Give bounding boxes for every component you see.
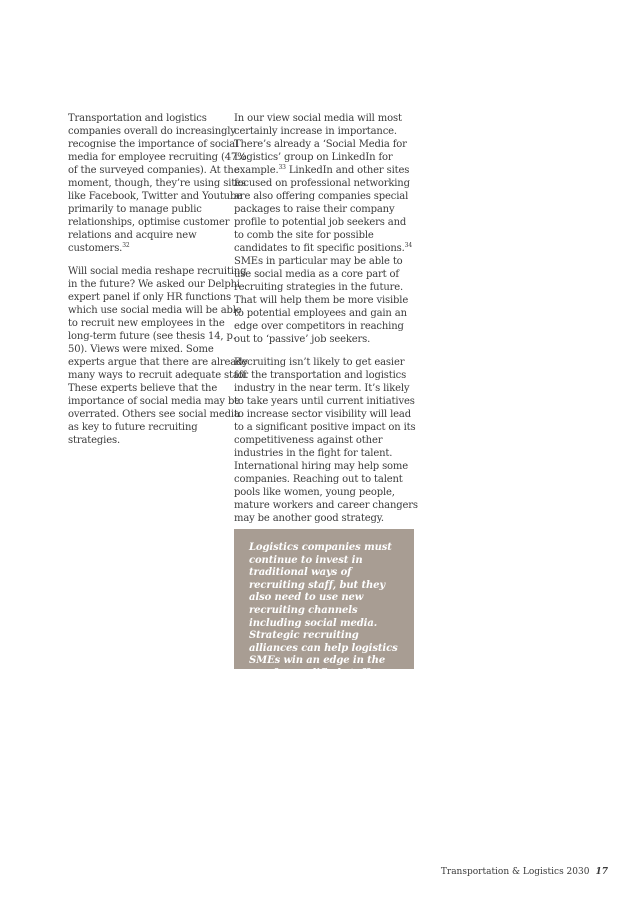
callout-text: Logistics companies must continue to invest in traditional ways of recruiting staff, but they also need to use new recruiting channels including social media. Strategic recruiting alliances can help logistics SMEs win an edge in the war for qualified staff. (249, 542, 398, 679)
right-paragraph-2: Recruiting isn’t likely to get easier for the transportation and logistics industry in the near term. It’s likely to take years until current initiatives to increase sector visibility will lead to a significant positive impact on its competitiveness against other industries in the fight for talent. International hiring may help some companies. Reaching out to talent pools like women, young people, mature workers and career changers may be another good strategy. (234, 357, 418, 524)
page-footer (441, 867, 608, 877)
page-number: 17 (595, 867, 608, 877)
callout-box (234, 529, 414, 679)
footnote-ref-32: 32 (122, 242, 130, 249)
right-paragraph-1 (234, 112, 418, 346)
footer-title: Transportation & Logistics 2030 (440, 867, 590, 877)
right-paragraph-1-part-b: LinkedIn and other sites focused on professional networking are also offering companies special packages to raise their company profile to potential job seekers and to comb the site for possible candidates to fit specific positions. (234, 165, 410, 254)
footnote-ref-33: 33 (278, 164, 286, 171)
footnote-ref-34: 34 (404, 242, 412, 249)
left-text-column (68, 112, 250, 457)
left-paragraph-2: Will social media reshape recruiting in the future? We asked our Delphi expert panel if only HR functions which use social media will be able to recruit new employees in the long-term future (see thesis 14, p. 50). Views were mixed. Some experts argue that there are already many ways to recruit adequate staff. These experts believe that the importance of social media may be overrated. Others see social media as key to future recruiting strategies. (68, 266, 249, 446)
right-paragraph-1-part-a: In our view social media will most certainly increase in importance. There’s already a ‘Social Media for Logistics’ group on LinkedIn for example. (234, 113, 407, 176)
right-paragraph-1-part-c: SMEs in particular may be able to use social media as a core part of recruiting strategies in the future. That will help them be more visible to potential employees and gain an edge over competitors in reaching out to ‘passive’ job seekers. (234, 256, 409, 345)
left-paragraph-1-text: Transportation and logistics companies overall do increasingly recognise the importance of social media for employee recruiting (47% of the surveyed companies). At the moment, though, they’re using sites like Facebook, Twitter and Youtube primarily to manage public relationships, optimise customer relations and acquire new customers. (68, 113, 247, 254)
left-paragraph-1 (68, 112, 250, 255)
right-text-column (234, 112, 418, 535)
